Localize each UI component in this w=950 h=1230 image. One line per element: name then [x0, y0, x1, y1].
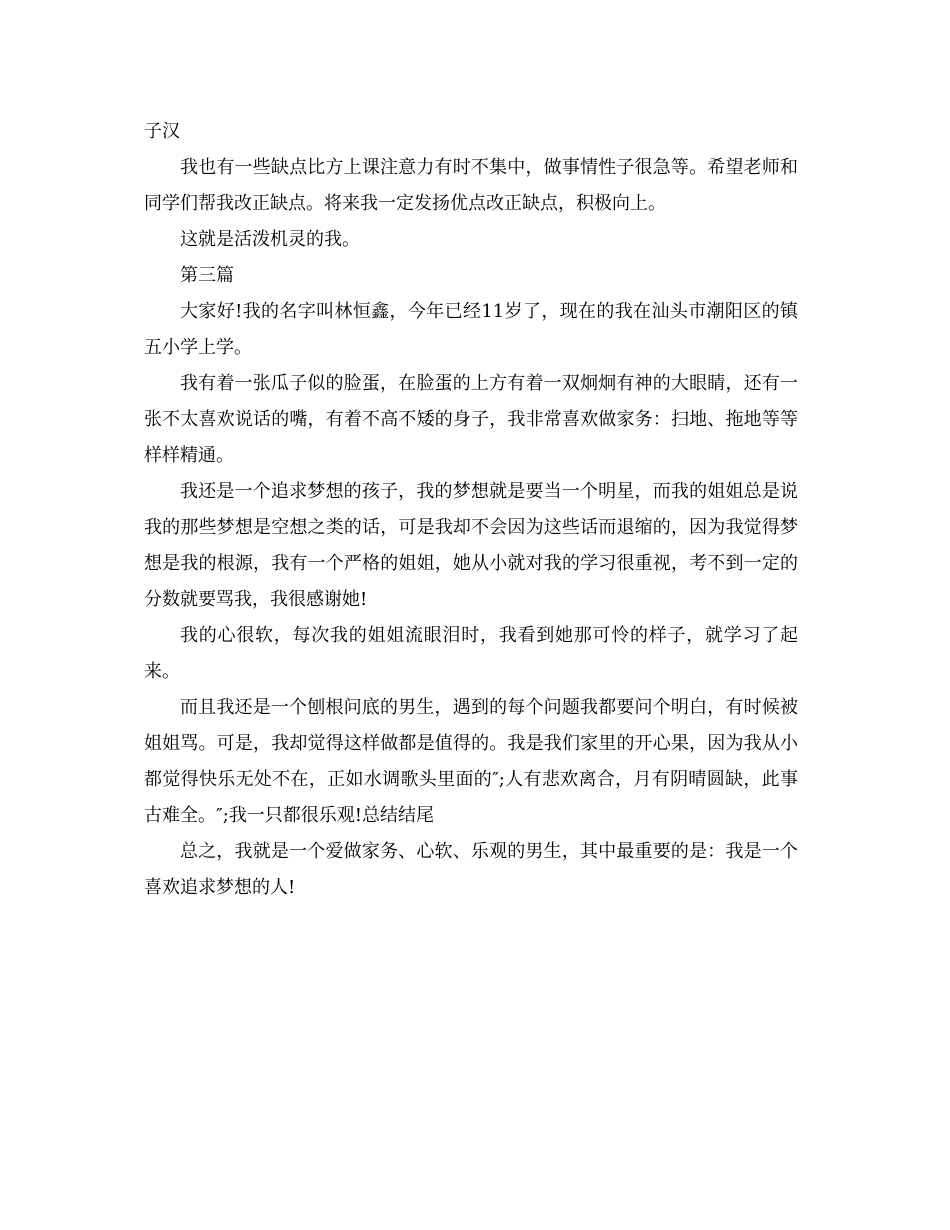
- section-heading: 第三篇: [180, 265, 234, 286]
- paragraph: 这就是活泼机灵的我。: [180, 229, 360, 250]
- paragraph: 我的心很软，每次我的姐姐流眼泪时，我看到她那可怜的样子，就学习了起来。: [144, 625, 798, 682]
- paragraph: 我也有一些缺点比方上课注意力有时不集中，做事情性子很急等。希望老师和同学们帮我改正缺点。将来我一定发扬优点改正缺点，积极向上。: [144, 157, 798, 214]
- paragraph-continuation: 子汉: [144, 121, 180, 142]
- paragraph: 大家好!我的名字叫林恒鑫，今年已经11岁了，现在的我在汕头市潮阳区的镇五小学上学。: [144, 301, 798, 358]
- paragraph: 我还是一个追求梦想的孩子，我的梦想就是要当一个明星，而我的姐姐总是说我的那些梦想是空想之类的话，可是我却不会因为这些话而退缩的，因为我觉得梦想是我的根源，我有一个严格的姐姐，她从小就对我的学习很重视，考不到一定的分数就要骂我，我很感谢她!: [144, 481, 798, 610]
- paragraph: 而且我还是一个刨根问底的男生，遇到的每个问题我都要问个明白，有时候被姐姐骂。可是，我却觉得这样做都是值得的。我是我们家里的开心果，因为我从小都觉得快乐无处不在，正如水调歌头里面的″;人有悲欢离合，月有阴晴圆缺，此事古难全。″;我一只都很乐观!总结结尾: [144, 697, 798, 826]
- document-body: [144, 114, 798, 906]
- paragraph: 我有着一张瓜子似的脸蛋，在脸蛋的上方有着一双炯炯有神的大眼睛，还有一张不太喜欢说话的嘴，有着不高不矮的身子，我非常喜欢做家务：扫地、拖地等等样样精通。: [144, 373, 798, 466]
- paragraph: 总之，我就是一个爱做家务、心软、乐观的男生，其中最重要的是：我是一个喜欢追求梦想的人!: [144, 841, 798, 898]
